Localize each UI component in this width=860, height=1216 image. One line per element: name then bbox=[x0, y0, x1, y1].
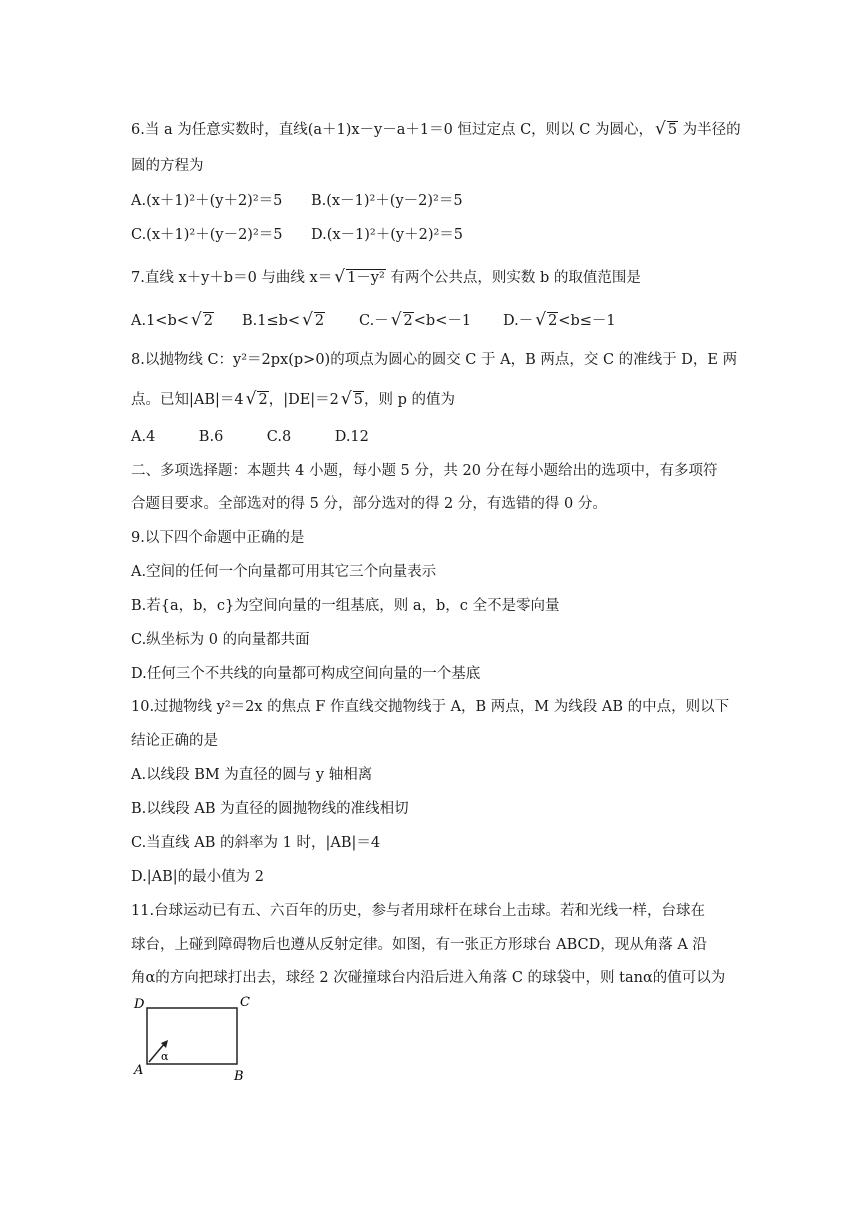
corner-label-d: D bbox=[134, 997, 145, 1012]
q7-option-a-radicand: 2 bbox=[203, 313, 213, 329]
q8-line2-text-end: ，则 p 的值为 bbox=[364, 392, 455, 408]
q8-radicand-1: 2 bbox=[258, 392, 268, 408]
q7-option-b-radicand: 2 bbox=[314, 313, 325, 329]
q7-radicand: 1－y² bbox=[347, 270, 385, 286]
q7-option-d-text: D.－ bbox=[503, 313, 534, 329]
angle-label-alpha: α bbox=[161, 1050, 169, 1063]
section2-heading-line1: 二、多项选择题：本题共 4 小题，每小题 5 分，共 20 分在每小题给出的选项中，有多项符 bbox=[131, 463, 718, 479]
q6-stem-text: 6.当 a 为任意实数时，直线(a＋1)x－y－a＋1＝0 恒过定点 C，则以 C 为圆心， bbox=[131, 122, 653, 138]
billiard-table-figure bbox=[128, 994, 264, 1084]
q7-option-b-text: B.1≤b< bbox=[242, 313, 301, 329]
q7-option-d bbox=[503, 310, 616, 331]
q10-option-c: C.当直线 AB 的斜率为 1 时，|AB|＝4 bbox=[131, 835, 381, 851]
q9-stem: 9.以下四个命题中正确的是 bbox=[131, 530, 305, 546]
q7-stem-text-end: 有两个公共点，则实数 b 的取值范围是 bbox=[390, 270, 641, 286]
q7-option-a-text: A.1<b< bbox=[131, 313, 189, 329]
q6-option-a: A.(x＋1)²＋(y＋2)²＝5 bbox=[131, 193, 283, 209]
sqrt-sign: √ bbox=[334, 267, 346, 287]
corner-label-c: C bbox=[240, 995, 250, 1010]
q8-options: A.4 B.6 C.8 D.12 bbox=[131, 429, 369, 445]
q7-stem-text: 7.直线 x＋y＋b＝0 与曲线 x＝ bbox=[131, 270, 333, 286]
q9-option-c: C.纵坐标为 0 的向量都共面 bbox=[131, 632, 310, 648]
q6-option-c: C.(x＋1)²＋(y－2)²＝5 bbox=[131, 227, 283, 243]
q7-stem bbox=[131, 267, 641, 288]
q7-option-c-radicand: 2 bbox=[403, 313, 413, 329]
sqrt-sign: √ bbox=[302, 310, 313, 330]
q8-line2-text-mid: ，|DE|＝2 bbox=[268, 392, 339, 408]
q6-line1 bbox=[131, 119, 741, 140]
sqrt-sign: √ bbox=[535, 310, 547, 330]
q11-line1: 11.台球运动已有五、六百年的历史，参与者用球杆在球台上击球。若和光线一样，台球在 bbox=[131, 903, 706, 919]
q7-option-d-radicand: 2 bbox=[548, 313, 558, 329]
q8-line2-text: 点。已知|AB|＝4 bbox=[131, 392, 244, 408]
corner-label-b: B bbox=[234, 1069, 244, 1084]
q10-option-b: B.以线段 AB 为直径的圆抛物线的准线相切 bbox=[131, 801, 409, 817]
sqrt-sign: √ bbox=[654, 119, 666, 139]
corner-label-a: A bbox=[134, 1063, 144, 1078]
section2-heading-line2: 合题目要求。全部选对的得 5 分，部分选对的得 2 分，有选错的得 0 分。 bbox=[131, 496, 607, 512]
q9-option-b: B.若{a，b，c}为空间向量的一组基底，则 a，b，c 全不是零向量 bbox=[131, 598, 560, 614]
q9-option-d: D.任何三个不共线的向量都可构成空间向量的一个基底 bbox=[131, 666, 481, 682]
q8-radicand-2: 5 bbox=[353, 392, 363, 408]
q6-radicand: 5 bbox=[667, 122, 678, 138]
q6-line2: 圆的方程为 bbox=[131, 158, 204, 174]
q7-option-c-text: C.－ bbox=[359, 313, 389, 329]
q11-line2: 球台，上碰到障碍物后也遵从反射定律。如图，有一张正方形球台 ABCD，现从角落 A 沿 bbox=[131, 937, 707, 953]
q8-line1: 8.以抛物线 C：y²＝2px(p>0)的项点为圆心的圆交 C 于 A，B 两点，交 C 的准线于 D，E 两 bbox=[131, 352, 738, 368]
q7-option-a bbox=[131, 310, 214, 331]
q11-line3: 角α的方向把球打出去，球经 2 次碰撞球台内沿后进入角落 C 的球袋中，则 tanα的值可以为 bbox=[131, 970, 726, 986]
sqrt-sign: √ bbox=[390, 310, 402, 330]
q7-option-b bbox=[242, 310, 325, 331]
q10-option-a: A.以线段 BM 为直径的圆与 y 轴相离 bbox=[131, 767, 373, 783]
sqrt-sign: √ bbox=[245, 389, 257, 409]
sqrt-sign: √ bbox=[340, 389, 352, 409]
q6-stem-text-end: 为半径的 bbox=[682, 122, 741, 138]
q6-option-d: D.(x－1)²＋(y＋2)²＝5 bbox=[311, 227, 464, 243]
q10-option-d: D.|AB|的最小值为 2 bbox=[131, 869, 264, 885]
q7-option-c bbox=[359, 310, 471, 331]
q7-option-d-text-end: <b≤－1 bbox=[558, 313, 616, 329]
q9-option-a: A.空间的任何一个向量都可用其它三个向量表示 bbox=[131, 564, 437, 580]
q10-line2: 结论正确的是 bbox=[131, 733, 218, 749]
q7-option-c-text-end: <b<－1 bbox=[413, 313, 472, 329]
q8-line2 bbox=[131, 389, 455, 410]
q6-option-b: B.(x－1)²＋(y－2)²＝5 bbox=[311, 193, 463, 209]
q10-line1: 10.过抛物线 y²＝2x 的焦点 F 作直线交抛物线于 A，B 两点，M 为线段 AB 的中点，则以下 bbox=[131, 699, 730, 715]
sqrt-sign: √ bbox=[190, 310, 202, 330]
